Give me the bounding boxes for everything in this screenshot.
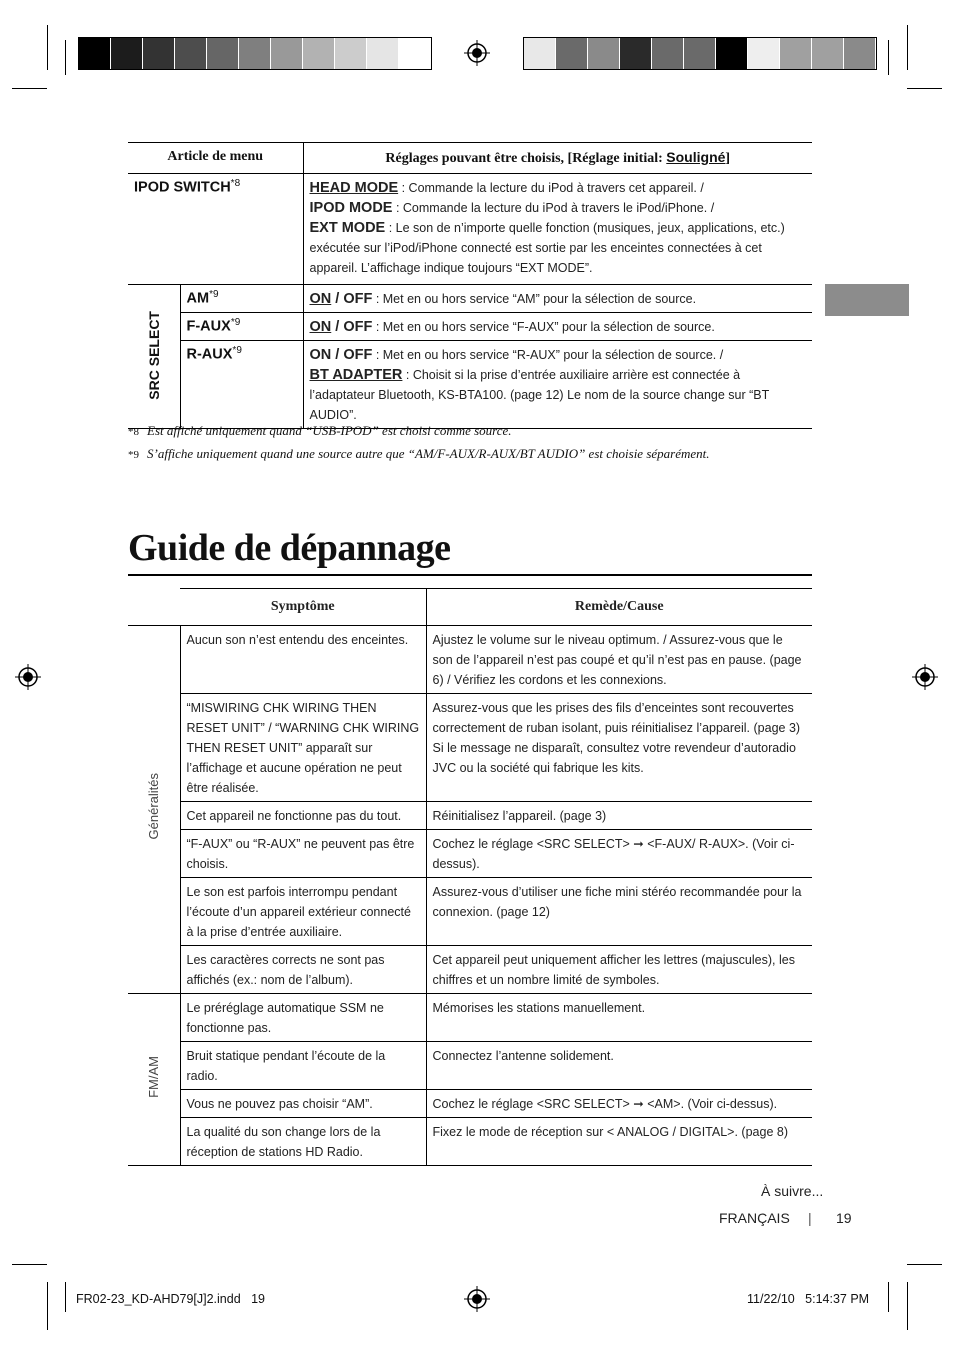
remedy-cell: Cochez le réglage <SRC SELECT> ➞ <AM>. (Voir ci-dessus). bbox=[426, 1090, 812, 1118]
symptom-cell: Cet appareil ne fonctionne pas du tout. bbox=[180, 802, 426, 830]
slug-datetime: 11/22/10 5:14:37 PM bbox=[747, 1292, 870, 1306]
color-swatch bbox=[684, 38, 716, 69]
crop-mark bbox=[907, 1282, 908, 1330]
remedy-cell: Assurez-vous d’utiliser une fiche mini stéréo recommandée pour la connexion. (page 12) bbox=[426, 878, 812, 946]
color-bar-right bbox=[523, 37, 877, 70]
category-label: Généralités bbox=[145, 773, 161, 840]
symptom-cell: “MISWIRING CHK WIRING THEN RESET UNIT” / “WARNING CHK WIRING THEN RESET UNIT” apparaît sur l’affichage et aucune opération ne peut être réalisée. bbox=[180, 694, 426, 802]
separator: / bbox=[331, 291, 344, 307]
symptom-cell: Bruit statique pendant l’écoute de la radio. bbox=[180, 1042, 426, 1090]
table-row bbox=[128, 626, 812, 694]
option-on: ON bbox=[309, 291, 332, 307]
symptom-cell: “F-AUX” ou “R-AUX” ne peuvent pas être choisis. bbox=[180, 830, 426, 878]
header-suffix: ] bbox=[725, 151, 731, 166]
symptom-cell: La qualité du son change lors de la réception de stations HD Radio. bbox=[180, 1118, 426, 1166]
color-swatch bbox=[143, 38, 175, 69]
table-row bbox=[128, 1118, 812, 1166]
option-head-mode: HEAD MODE bbox=[309, 180, 399, 196]
empty-header bbox=[128, 589, 180, 626]
remedy-cell: Mémorises les stations manuellement. bbox=[426, 994, 812, 1042]
column-header-item: Article de menu bbox=[128, 143, 303, 174]
symptom-cell: Les caractères corrects ne sont pas affichés (ex.: nom de l’album). bbox=[180, 946, 426, 994]
table-row bbox=[128, 802, 812, 830]
remedy-cell: Cet appareil peut uniquement afficher les lettres (majuscules), les chiffres et un nombre limité de symboles. bbox=[426, 946, 812, 994]
footnote-8 bbox=[128, 420, 828, 443]
option-desc: : Commande la lecture du iPod à travers cet appareil. / bbox=[398, 181, 704, 195]
option-ext-mode: EXT MODE bbox=[309, 220, 386, 236]
column-header-symptom: Symptôme bbox=[180, 589, 426, 626]
color-swatch bbox=[748, 38, 780, 69]
item-label-f-aux: F-AUX bbox=[186, 318, 231, 335]
table-row bbox=[128, 994, 812, 1042]
footnote-mark: *9 bbox=[128, 449, 139, 461]
registration-mark-icon bbox=[464, 40, 490, 66]
column-header-remedy: Remède/Cause bbox=[426, 589, 812, 626]
option-on: ON bbox=[309, 347, 332, 363]
remedy-cell: Ajustez le volume sur le niveau optimum. / Assurez-vous que le son de l’appareil n’est pas coupé et qu’il n’est pas en pause. (page 6) / Vérifiez les cordons et les connexions. bbox=[426, 626, 812, 694]
option-desc: : Met en ou hors service “F-AUX” pour la sélection de source. bbox=[372, 320, 715, 334]
language-tab-marker bbox=[825, 284, 909, 316]
color-swatch bbox=[271, 38, 303, 69]
header-underlined: Souligné bbox=[666, 149, 726, 165]
src-select-group bbox=[128, 285, 180, 429]
menu-row-r-aux bbox=[128, 341, 812, 429]
color-swatch bbox=[716, 38, 748, 69]
option-desc: : Met en ou hors service “AM” pour la sélection de source. bbox=[372, 292, 697, 306]
crop-mark bbox=[907, 25, 908, 70]
footnotes bbox=[128, 420, 828, 466]
color-swatch bbox=[652, 38, 684, 69]
crop-mark bbox=[12, 88, 47, 89]
symptom-cell: Le son est parfois interrompu pendant l’écoute d’un appareil extérieur connecté à la prise d’entrée auxiliaire. bbox=[180, 878, 426, 946]
troubleshooting-table bbox=[128, 588, 812, 1166]
footnote-mark: *9 bbox=[209, 289, 219, 300]
category-general bbox=[128, 626, 180, 994]
footnote-9 bbox=[128, 443, 828, 466]
option-desc: : Commande la lecture du iPod à travers le iPod/iPhone. / bbox=[392, 201, 715, 215]
option-desc: : Le son de n’importe quelle fonction (musiques, jeux, applications, etc.) exécutée sur l’iPod/iPhone connecté est sortie par les enceintes connectées à cet appareil. L’affichage indique toujours “EXT MODE”. bbox=[309, 221, 785, 275]
menu-settings-table bbox=[128, 142, 812, 429]
color-swatch bbox=[844, 38, 876, 69]
color-swatch bbox=[367, 38, 399, 69]
option-bt-adapter: BT ADAPTER bbox=[309, 367, 403, 383]
separator: / bbox=[331, 347, 344, 363]
option-off: OFF bbox=[343, 291, 373, 307]
color-swatch bbox=[399, 38, 431, 69]
table-row bbox=[128, 694, 812, 802]
option-off: OFF bbox=[343, 319, 373, 335]
language-label: FRANÇAIS bbox=[719, 1210, 790, 1226]
src-select-label: SRC SELECT bbox=[145, 311, 162, 400]
symptom-cell: Le préréglage automatique SSM ne fonctionne pas. bbox=[180, 994, 426, 1042]
table-row bbox=[128, 946, 812, 994]
crop-mark bbox=[65, 40, 66, 75]
color-swatch bbox=[588, 38, 620, 69]
color-swatch bbox=[175, 38, 207, 69]
category-fm-am bbox=[128, 994, 180, 1166]
registration-mark-icon bbox=[912, 664, 938, 690]
crop-mark bbox=[65, 1282, 66, 1312]
crop-mark bbox=[888, 40, 889, 75]
item-label-ipod-switch: IPOD SWITCH bbox=[134, 179, 231, 196]
option-desc: : Choisit si la prise d’entrée auxiliaire arrière est connectée à l’adaptateur Bluetooth, KS-BTA100. (page 12) Le nom de la source change sur “BT AUDIO”. bbox=[309, 368, 770, 422]
registration-mark-icon bbox=[464, 1286, 490, 1312]
section-title: Guide de dépannage bbox=[128, 526, 812, 576]
crop-mark bbox=[907, 1264, 942, 1265]
menu-row-ipod-switch bbox=[128, 174, 812, 285]
color-swatch bbox=[207, 38, 239, 69]
color-swatch bbox=[780, 38, 812, 69]
header-prefix: Réglages pouvant être choisis, [Réglage initial: bbox=[385, 151, 667, 166]
option-off: OFF bbox=[343, 347, 373, 363]
menu-row-f-aux bbox=[128, 313, 812, 341]
color-swatch bbox=[556, 38, 588, 69]
option-on: ON bbox=[309, 319, 332, 335]
symptom-cell: Vous ne pouvez pas choisir “AM”. bbox=[180, 1090, 426, 1118]
footnote-text: S’affiche uniquement quand une source autre que “AM/F-AUX/R-AUX/BT AUDIO” est choisie séparément. bbox=[147, 446, 710, 461]
option-desc: : Met en ou hors service “R-AUX” pour la sélection de source. / bbox=[372, 348, 724, 362]
column-header-settings bbox=[303, 143, 812, 174]
color-swatch bbox=[111, 38, 143, 69]
color-swatch bbox=[303, 38, 335, 69]
option-ipod-mode: IPOD MODE bbox=[309, 200, 393, 216]
crop-mark bbox=[12, 1264, 47, 1265]
remedy-cell: Réinitialisez l’appareil. (page 3) bbox=[426, 802, 812, 830]
color-swatch bbox=[524, 38, 556, 69]
menu-row-am bbox=[128, 285, 812, 313]
symptom-cell: Aucun son n’est entendu des enceintes. bbox=[180, 626, 426, 694]
table-row bbox=[128, 830, 812, 878]
table-row bbox=[128, 878, 812, 946]
color-swatch bbox=[620, 38, 652, 69]
color-swatch bbox=[812, 38, 844, 69]
category-label: FM/AM bbox=[145, 1055, 161, 1098]
registration-mark-icon bbox=[15, 664, 41, 690]
footnote-mark: *9 bbox=[230, 317, 241, 328]
table-row bbox=[128, 1090, 812, 1118]
remedy-cell: Connectez l’antenne solidement. bbox=[426, 1042, 812, 1090]
crop-mark bbox=[47, 1282, 48, 1330]
crop-mark bbox=[907, 88, 942, 89]
continued-label: À suivre... bbox=[761, 1183, 824, 1199]
footer-separator: | bbox=[808, 1210, 812, 1226]
footnote-mark: *8 bbox=[230, 178, 241, 189]
color-swatch bbox=[335, 38, 367, 69]
crop-mark bbox=[888, 1282, 889, 1312]
crop-mark bbox=[47, 25, 48, 70]
remedy-cell: Fixez le mode de réception sur < ANALOG / DIGITAL>. (page 8) bbox=[426, 1118, 812, 1166]
table-row bbox=[128, 1042, 812, 1090]
color-swatch bbox=[239, 38, 271, 69]
item-label-r-aux: R-AUX bbox=[186, 346, 233, 363]
footnote-text: Est affiché uniquement quand “USB-IPOD” est choisi comme source. bbox=[147, 423, 512, 438]
footnote-mark: *8 bbox=[128, 426, 139, 438]
page-number: 19 bbox=[836, 1210, 852, 1226]
color-bar-left bbox=[78, 37, 432, 70]
footnote-mark: *9 bbox=[232, 345, 242, 356]
slug-file: FR02-23_KD-AHD79[J]2.indd 19 bbox=[76, 1292, 265, 1306]
item-label-am: AM bbox=[186, 290, 210, 307]
remedy-cell: Assurez-vous que les prises des fils d’enceintes sont recouvertes correctement de ruban isolant, puis réinitialisez l’appareil. (page 3) Si le message ne disparaît, consultez votre revendeur d’autoradio JVC ou la société qui fabrique les kits. bbox=[426, 694, 812, 802]
remedy-cell: Cochez le réglage <SRC SELECT> ➞ <F-AUX/ R-AUX>. (Voir ci-dessus). bbox=[426, 830, 812, 878]
separator: / bbox=[331, 319, 344, 335]
color-swatch bbox=[79, 38, 111, 69]
